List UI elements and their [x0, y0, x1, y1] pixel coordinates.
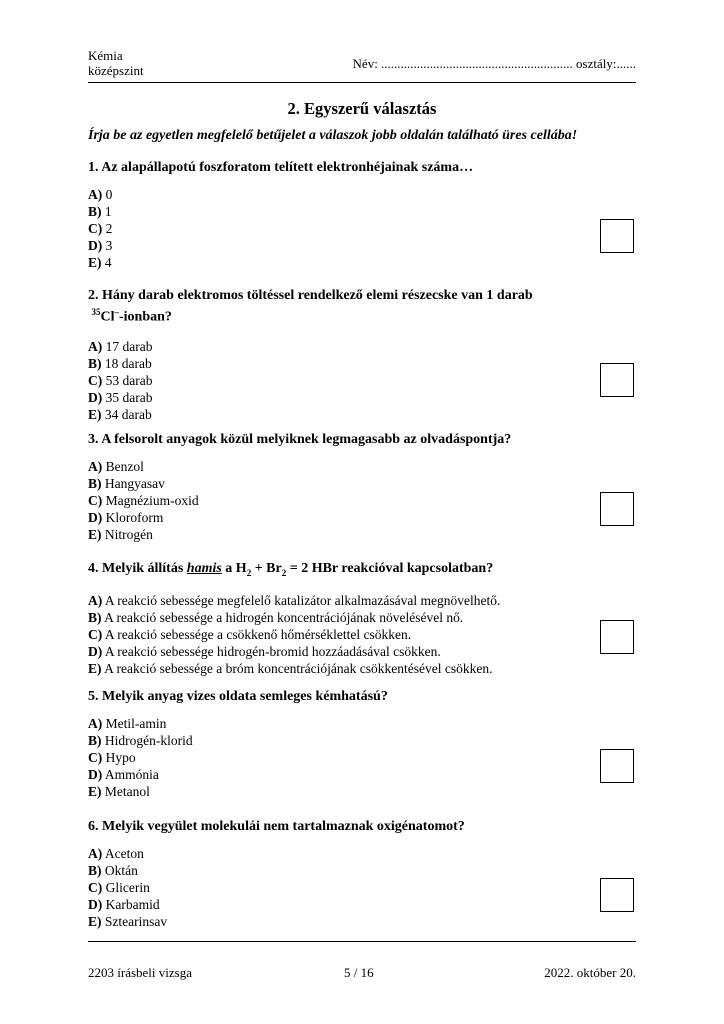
- question-6: [88, 818, 636, 930]
- options-list: [88, 592, 636, 677]
- options-list: [88, 186, 636, 271]
- footer-page-number: 5 / 16: [344, 965, 374, 980]
- option-a: A) A reakció sebessége megfelelő katalizátor alkalmazásával megnövelhető.: [88, 592, 501, 608]
- footer-date: 2022. október 20.: [544, 965, 636, 980]
- option-a: A) Aceton: [88, 846, 144, 861]
- answer-box-1[interactable]: [600, 219, 634, 253]
- option-e: E) A reakció sebessége a bróm koncentrációjának csökkentésével csökken.: [88, 660, 493, 676]
- option-d: D) 3: [88, 238, 113, 253]
- question-text: 2. Hány darab elektromos töltéssel rendelkező elemi részecske van 1 darab $^{35}$Cl–-ionban?: [88, 288, 533, 325]
- option-d: D) Karbamid: [88, 897, 160, 912]
- question-3: [88, 431, 636, 543]
- option-c: C) Hypo: [88, 750, 136, 765]
- question-1: [88, 159, 636, 271]
- option-c: C) 2: [88, 221, 113, 236]
- footer-exam: 2203 írásbeli vizsga: [88, 965, 192, 980]
- header-level: középszint: [88, 63, 144, 78]
- option-b: B) 1: [88, 204, 112, 219]
- question-4: [88, 560, 636, 677]
- answer-box-2[interactable]: [600, 363, 634, 397]
- option-c: C) 53 darab: [88, 372, 153, 388]
- answer-box-3[interactable]: [600, 492, 634, 526]
- option-a: A) 0: [88, 187, 113, 202]
- options-list: [88, 845, 636, 930]
- option-d: D) 35 darab: [88, 389, 153, 405]
- option-d: D) Kloroform: [88, 510, 164, 525]
- option-e: E) Nitrogén: [88, 527, 153, 542]
- question-2: [88, 287, 636, 423]
- option-a: A) Metil-amin: [88, 716, 167, 731]
- question-5: [88, 688, 636, 800]
- options-list: [88, 458, 636, 543]
- option-b: B) Hidrogén-klorid: [88, 733, 193, 748]
- option-e: E) Metanol: [88, 784, 150, 799]
- answer-box-6[interactable]: [600, 878, 634, 912]
- option-b: B) Hangyasav: [88, 476, 165, 491]
- option-e: E) Sztearinsav: [88, 914, 168, 929]
- footer-divider: [88, 941, 636, 942]
- option-c: C) A reakció sebessége a csökkenő hőmérséklettel csökken.: [88, 626, 412, 642]
- option-b: B) 18 darab: [88, 355, 152, 371]
- answer-box-4[interactable]: [600, 620, 634, 654]
- option-b: B) Oktán: [88, 863, 138, 878]
- question-text: 6. Melyik vegyület molekulái nem tartalmaznak oxigénatomot?: [88, 819, 465, 834]
- option-a: A) Benzol: [88, 459, 144, 474]
- question-text: 5. Melyik anyag vizes oldata semleges kémhatású?: [88, 689, 388, 704]
- option-a: A) 17 darab: [88, 338, 153, 354]
- option-e: E) 34 darab: [88, 406, 152, 422]
- question-text: 1. Az alapállapotú foszforatom telített elektronhéjainak száma…: [88, 160, 474, 175]
- header-subject: Kémia: [88, 48, 123, 63]
- option-d: D) Ammónia: [88, 767, 159, 782]
- page-header: [88, 48, 636, 83]
- option-b: B) A reakció sebessége a hidrogén koncentrációjának növelésével nő.: [88, 609, 464, 625]
- options-list: [88, 715, 636, 800]
- section-title: 2. Egyszerű választás: [287, 99, 437, 118]
- option-e: E) 4: [88, 255, 112, 270]
- option-d: D) A reakció sebessége hidrogén-bromid hozzáadásával csökken.: [88, 643, 441, 659]
- options-list: [88, 338, 636, 423]
- instruction: Írja be az egyetlen megfelelő betűjelet a válaszok jobb oldalán található üres cellába!: [88, 128, 578, 143]
- option-c: C) Magnézium-oxid: [88, 493, 199, 508]
- header-subject-block: [88, 48, 144, 78]
- header-name-class-field: Név: ........................................................... osztály:......: [352, 56, 636, 71]
- question-text: 3. A felsorolt anyagok közül melyiknek legmagasabb az olvadáspontja?: [88, 432, 512, 447]
- answer-box-5[interactable]: [600, 749, 634, 783]
- question-text: 4. Melyik állítás hamis a $H_2 + Br_2 = 2$ HBr reakcióval kapcsolatban?: [88, 561, 494, 578]
- option-c: C) Glicerin: [88, 880, 150, 895]
